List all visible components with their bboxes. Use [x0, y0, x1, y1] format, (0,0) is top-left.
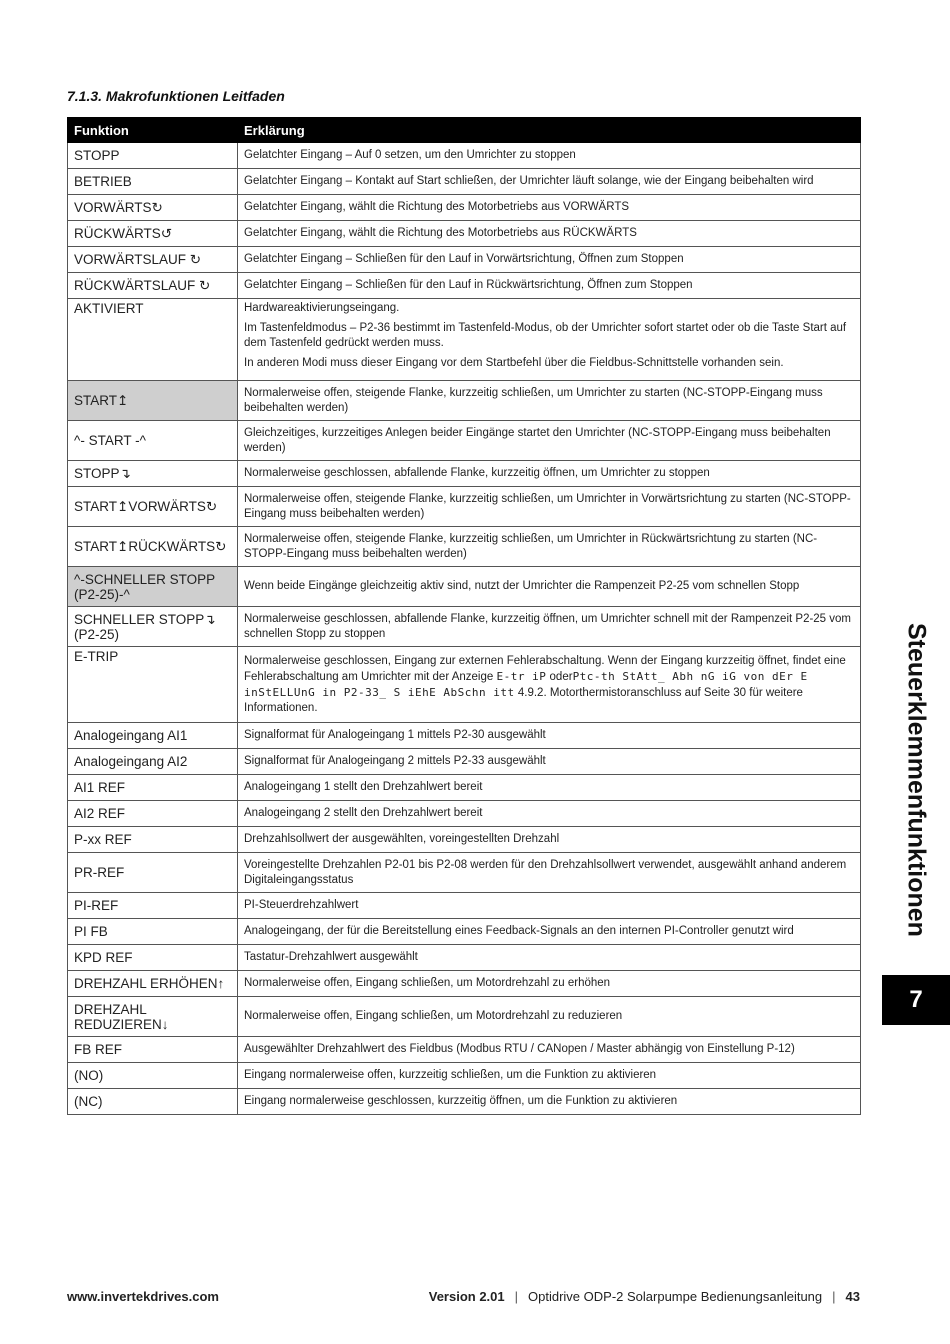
- description-cell: Normalerweise geschlossen, abfallende Flanke, kurzzeitig öffnen, um Umrichter zu stoppen: [238, 461, 861, 487]
- footer-separator: |: [832, 1289, 836, 1304]
- description-cell: Gelatchter Eingang – Schließen für den Lauf in Vorwärtsrichtung, Öffnen zum Stoppen: [238, 247, 861, 273]
- table-row: [68, 647, 861, 723]
- section-heading: 7.1.3. Makrofunktionen Leitfaden: [67, 88, 285, 104]
- table-row: [68, 221, 861, 247]
- description-cell: Normalerweise offen, steigende Flanke, kurzzeitig schließen, um Umrichter in Vorwärtsrichtung zu starten (NC-STOPP-Eingang muss beibehalten werden): [238, 487, 861, 527]
- table-row: [68, 527, 861, 567]
- function-cell: (NC): [68, 1089, 238, 1115]
- function-cell: STOPP↴: [68, 461, 238, 487]
- description-cell: Gelatchter Eingang, wählt die Richtung des Motorbetriebs aus RÜCKWÄRTS: [238, 221, 861, 247]
- manual-title: Optidrive ODP-2 Solarpumpe Bedienungsanleitung: [528, 1289, 823, 1304]
- function-cell: RÜCKWÄRTSLAUF ↻: [68, 273, 238, 299]
- description-text: 4.9.2. Motorthermistoranschluss auf Seite 30 für weitere Informationen.: [244, 686, 803, 714]
- description-paragraph: Hardwareaktivierungseingang.: [244, 302, 400, 314]
- description-cell: Eingang normalerweise geschlossen, kurzzeitig öffnen, um die Funktion zu aktivieren: [238, 1089, 861, 1115]
- table-row: [68, 827, 861, 853]
- description-cell: Eingang normalerweise offen, kurzzeitig schließen, um die Funktion zu aktivieren: [238, 1063, 861, 1089]
- description-cell: Analogeingang, der für die Bereitstellung eines Feedback-Signals an den internen PI-Controller genutzt wird: [238, 919, 861, 945]
- function-cell: KPD REF: [68, 945, 238, 971]
- table-row: [68, 853, 861, 893]
- description-text: oder: [546, 670, 573, 683]
- description-paragraph: Im Tastenfeldmodus – P2-36 bestimmt im Tastenfeld-Modus, ob der Umrichter sofort startet oder ob die Taste Start auf dem Tastenfeld gedrückt werden muss.: [244, 322, 847, 349]
- table-row: [68, 919, 861, 945]
- description-cell: Tastatur-Drehzahlwert ausgewählt: [238, 945, 861, 971]
- function-cell: AKTIVIERT: [68, 299, 238, 381]
- function-cell: ^-SCHNELLER STOPP (P2-25)-^: [68, 567, 238, 607]
- table-row: [68, 1089, 861, 1115]
- description-cell: Gelatchter Eingang, wählt die Richtung des Motorbetriebs aus VORWÄRTS: [238, 195, 861, 221]
- table-row: [68, 567, 861, 607]
- chapter-title-vertical: Steuerklemmenfunktionen: [902, 623, 931, 937]
- table-row: [68, 273, 861, 299]
- description-cell: Voreingestellte Drehzahlen P2-01 bis P2-08 werden für den Drehzahlsollwert verwendet, ausgewählt anhand anderem Digitaleingangsstatus: [238, 853, 861, 893]
- table-row: [68, 247, 861, 273]
- footer-separator: |: [514, 1289, 519, 1304]
- website-link[interactable]: www.invertekdrives.com: [67, 1289, 219, 1304]
- description-cell: Wenn beide Eingänge gleichzeitig aktiv sind, nutzt der Umrichter die Rampenzeit P2-25 vom schnellen Stopp: [238, 567, 861, 607]
- column-header-explanation: Erklärung: [238, 118, 861, 143]
- description-cell: Signalformat für Analogeingang 2 mittels P2-33 ausgewählt: [238, 749, 861, 775]
- function-cell: START↥: [68, 381, 238, 421]
- description-cell: Gelatchter Eingang – Auf 0 setzen, um den Umrichter zu stoppen: [238, 143, 861, 169]
- function-cell: RÜCKWÄRTS↺: [68, 221, 238, 247]
- table-row: [68, 801, 861, 827]
- display-code: Ptc-th StAtt_ Abh nG iG von dEr E inStELLUnG in P2-33_ S iEhE AbSchn itt: [244, 669, 808, 699]
- description-cell: Analogeingang 1 stellt den Drehzahlwert bereit: [238, 775, 861, 801]
- function-cell: (NO): [68, 1063, 238, 1089]
- table-row: [68, 945, 861, 971]
- column-header-function: Funktion: [68, 118, 238, 143]
- chapter-sidebar: [882, 600, 950, 960]
- function-cell: PI-REF: [68, 893, 238, 919]
- function-cell: ^- START -^: [68, 421, 238, 461]
- table-row: [68, 971, 861, 997]
- table-row: [68, 775, 861, 801]
- function-cell: BETRIEB: [68, 169, 238, 195]
- footer-info: [429, 1289, 860, 1304]
- description-cell: Gelatchter Eingang – Kontakt auf Start schließen, der Umrichter läuft solange, wie der Eingang beibehalten wird: [238, 169, 861, 195]
- description-cell: [238, 299, 861, 381]
- table-row: [68, 143, 861, 169]
- table-row: [68, 195, 861, 221]
- table-row: [68, 1037, 861, 1063]
- function-cell: Analogeingang AI2: [68, 749, 238, 775]
- chapter-number-tab: 7: [882, 975, 950, 1025]
- function-cell: FB REF: [68, 1037, 238, 1063]
- function-cell: E-TRIP: [68, 647, 238, 723]
- page-footer: [67, 1289, 860, 1304]
- function-cell: AI1 REF: [68, 775, 238, 801]
- table-row: [68, 997, 861, 1037]
- table-row: [68, 1063, 861, 1089]
- function-cell: PI FB: [68, 919, 238, 945]
- function-cell: AI2 REF: [68, 801, 238, 827]
- description-cell: Normalerweise offen, Eingang schließen, um Motordrehzahl zu erhöhen: [238, 971, 861, 997]
- function-cell: STOPP: [68, 143, 238, 169]
- description-cell: Gelatchter Eingang – Schließen für den Lauf in Rückwärtsrichtung, Öffnen zum Stoppen: [238, 273, 861, 299]
- table-row: [68, 169, 861, 195]
- function-cell: VORWÄRTSLAUF ↻: [68, 247, 238, 273]
- function-cell: Analogeingang AI1: [68, 723, 238, 749]
- table-row: [68, 723, 861, 749]
- table-header-row: [68, 118, 861, 143]
- description-text: Normalerweise geschlossen, Eingang zur externen Fehlerabschaltung. Wenn der Eingang kurzzeitig öffnet, findet eine Fehlerabschaltung am Umrichter mit der Anzeige: [244, 654, 846, 683]
- function-cell: DREHZAHL REDUZIEREN↓: [68, 997, 238, 1037]
- description-cell: Gleichzeitiges, kurzzeitiges Anlegen beider Eingänge startet den Umrichter (NC-STOPP-Eingang muss beibehalten werden): [238, 421, 861, 461]
- description-cell: Normalerweise offen, Eingang schließen, um Motordrehzahl zu reduzieren: [238, 997, 861, 1037]
- table-row: [68, 607, 861, 647]
- page-number: 43: [845, 1289, 860, 1304]
- function-cell: START↥VORWÄRTS↻: [68, 487, 238, 527]
- description-cell: Drehzahlsollwert der ausgewählten, voreingestellten Drehzahl: [238, 827, 861, 853]
- version-label: Version 2.01: [428, 1289, 505, 1304]
- table-row: [68, 381, 861, 421]
- description-cell: Normalerweise offen, steigende Flanke, kurzzeitig schließen, um Umrichter in Rückwärtsrichtung zu starten (NC-STOPP-Eingang muss beibehalten werden): [238, 527, 861, 567]
- function-cell: P-xx REF: [68, 827, 238, 853]
- macro-function-table: [67, 117, 861, 1115]
- description-cell: Normalerweise offen, steigende Flanke, kurzzeitig schließen, um Umrichter zu starten (NC-STOPP-Eingang muss beibehalten werden): [238, 381, 861, 421]
- description-cell: Normalerweise geschlossen, abfallende Flanke, kurzzeitig öffnen, um Umrichter schnell mit der Rampenzeit P2-25 vom schnellen Stopp zu stoppen: [238, 607, 861, 647]
- description-cell: Signalformat für Analogeingang 1 mittels P2-30 ausgewählt: [238, 723, 861, 749]
- function-cell: DREHZAHL ERHÖHEN↑: [68, 971, 238, 997]
- description-cell: PI-Steuerdrehzahlwert: [238, 893, 861, 919]
- description-cell: [238, 647, 861, 723]
- table-row: [68, 487, 861, 527]
- function-cell: SCHNELLER STOPP↴ (P2-25): [68, 607, 238, 647]
- table-row: [68, 421, 861, 461]
- function-cell: START↥RÜCKWÄRTS↻: [68, 527, 238, 567]
- display-code: E-tr iP: [496, 669, 547, 683]
- description-cell: Ausgewählter Drehzahlwert des Fieldbus (Modbus RTU / CANopen / Master abhängig von Einstellung P-12): [238, 1037, 861, 1063]
- description-paragraph: In anderen Modi muss dieser Eingang vor dem Startbefehl über die Fieldbus-Schnittstelle vorhanden sein.: [244, 357, 784, 369]
- table-row: [68, 461, 861, 487]
- table-row: [68, 893, 861, 919]
- function-cell: PR-REF: [68, 853, 238, 893]
- function-cell: VORWÄRTS↻: [68, 195, 238, 221]
- table-row: [68, 749, 861, 775]
- description-cell: Analogeingang 2 stellt den Drehzahlwert bereit: [238, 801, 861, 827]
- table-row: [68, 299, 861, 381]
